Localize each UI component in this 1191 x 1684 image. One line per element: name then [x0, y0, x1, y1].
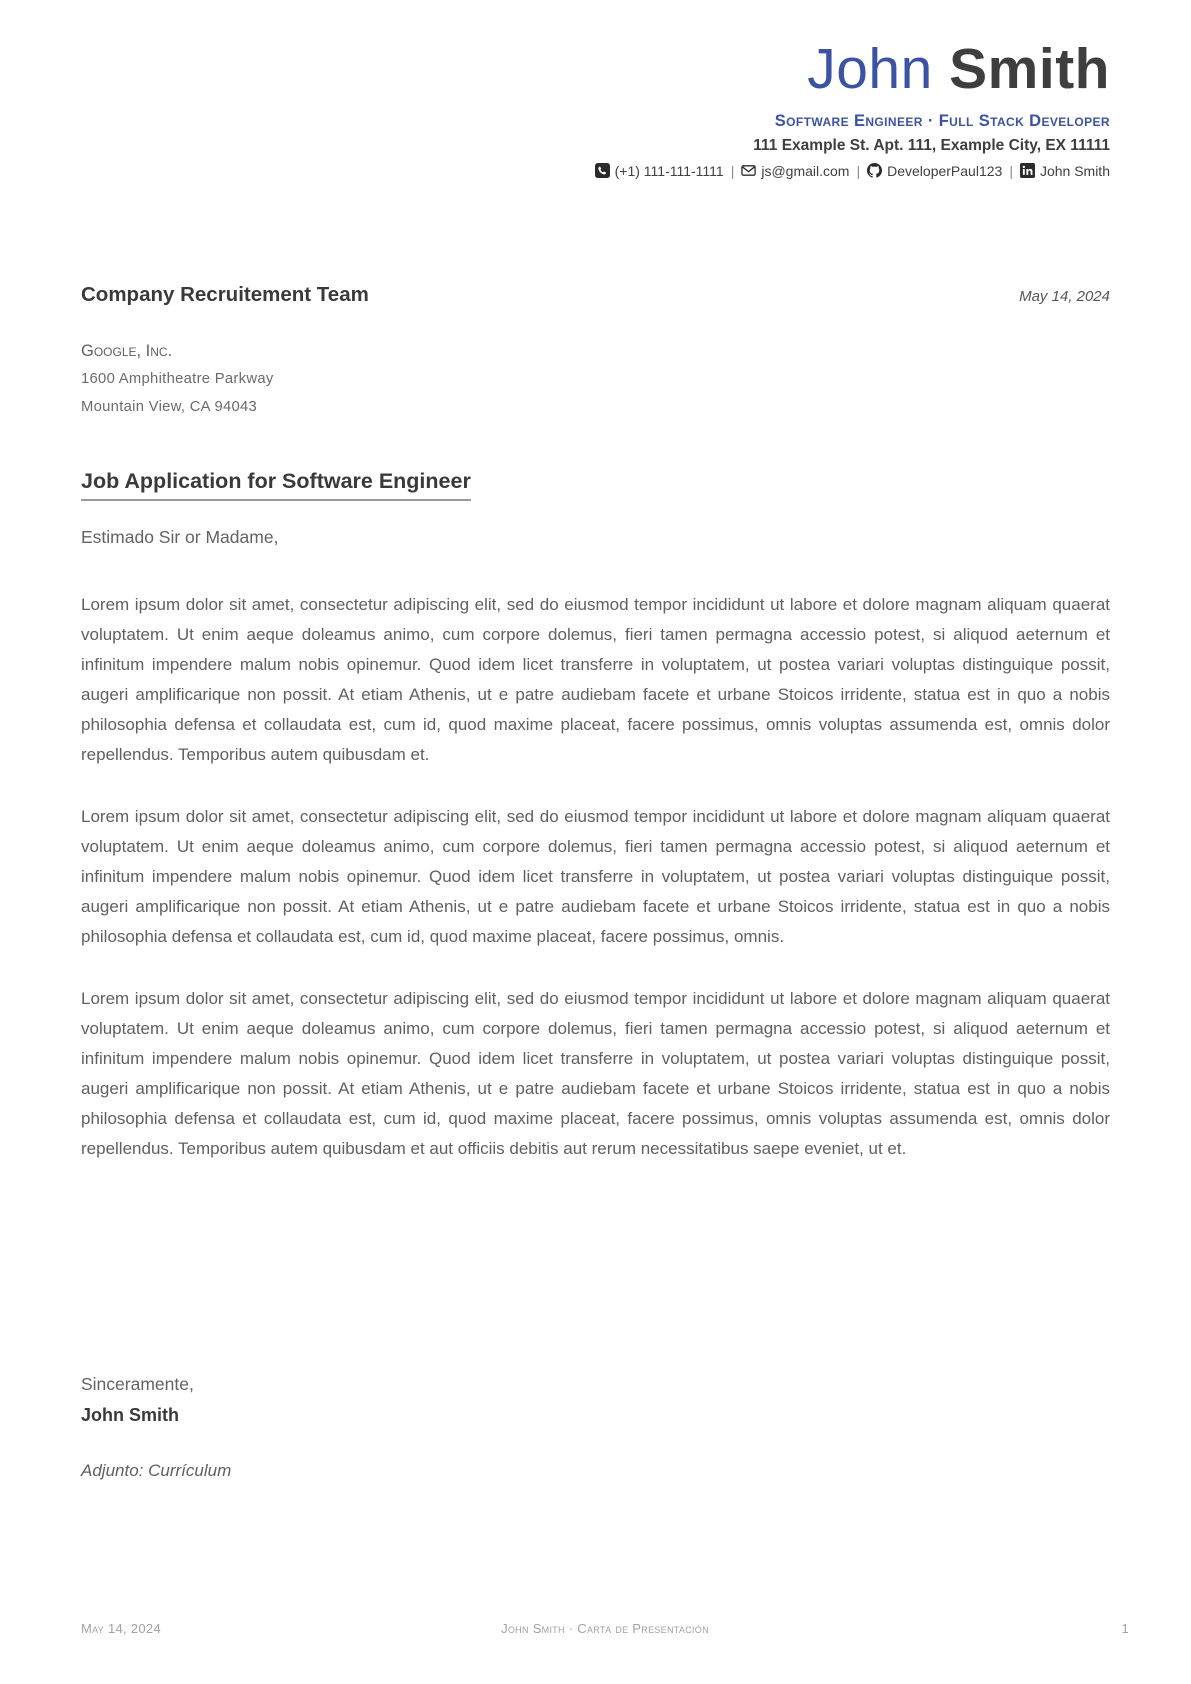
- sender-address: 111 Example St. Apt. 111, Example City, EX 11111: [753, 136, 1110, 154]
- letter-title: Job Application for Software Engineer: [81, 469, 471, 501]
- footer-page-number: 1: [1121, 1621, 1129, 1636]
- email-text: js@gmail.com: [761, 162, 850, 179]
- enclosure-note: Adjunto: Currículum: [81, 1460, 232, 1480]
- body-paragraph: Lorem ipsum dolor sit amet, consectetur adipiscing elit, sed do eiusmod tempor incididunt ut labore et dolore magnam aliquam quaerat voluptatem. Ut enim aeque doleamus animo, cum corpore dolemus, fieri tamen permagna accessio potest, si aliquod aeternum et infinitum impendere malum nobis opinemur. Quod idem licet transferre in voluptatem, ut postea variari voluptas distinguique possit, augeri amplificarique non possit. At etiam Athenis, ut e patre audiebam facete et urbane Stoicos irridente, statua est in quo a nobis philosophia defensa et collaudata est, cum id, quod maxime placeat, facere possimus, omnis voluptas assumenda est, omnis dolor repellendus. Temporibus autem quibusdam et.: [81, 594, 1110, 764]
- contact-separator: |: [856, 162, 861, 179]
- email-contact[interactable]: [741, 163, 849, 179]
- recipient-name: Company Recruitement Team: [81, 282, 369, 306]
- body-paragraph: Lorem ipsum dolor sit amet, consectetur adipiscing elit, sed do eiusmod tempor incididunt ut labore et dolore magnam aliquam quaerat voluptatem. Ut enim aeque doleamus animo, cum corpore dolemus, fieri tamen permagna accessio potest, si aliquod aeternum et infinitum impendere malum nobis opinemur. Quod idem licet transferre in voluptatem, ut postea variari voluptas distinguique possit, augeri amplificarique non possit. At etiam Athenis, ut e patre audiebam facete et urbane Stoicos irridente, statua est in quo a nobis philosophia defensa et collaudata est, cum id, quod maxime placeat, facere possimus, omnis.: [81, 806, 1110, 946]
- person-name: [81, 37, 1110, 101]
- closing-phrase: Sinceramente,: [81, 1373, 194, 1394]
- letter-header: [81, 37, 1110, 179]
- github-icon: [867, 163, 882, 178]
- github-text: DeveloperPaul123: [887, 162, 1003, 179]
- contact-line: [81, 163, 1110, 179]
- contact-separator: |: [1009, 162, 1013, 179]
- body-paragraph: Lorem ipsum dolor sit amet, consectetur adipiscing elit, sed do eiusmod tempor incididunt ut labore et dolore magnam aliquam quaerat voluptatem. Ut enim aeque doleamus animo, cum corpore dolemus, fieri tamen permagna accessio potest, si aliquod aeternum et infinitum impendere malum nobis opinemur. Quod idem licet transferre in voluptatem, ut postea variari voluptas distinguique possit, augeri amplificarique non possit. At etiam Athenis, ut e patre audiebam facete et urbane Stoicos irridente, statua est in quo a nobis philosophia defensa et collaudata est, cum id, quod maxime placeat, facere possimus, omnis voluptas assumenda est, omnis dolor repellendus. Temporibus autem quibusdam et aut officiis debitis aut rerum necessitatibus saepe eveniet, ut et.: [81, 988, 1110, 1158]
- letter-date: May 14, 2024: [1019, 287, 1110, 305]
- signature-name: John Smith: [81, 1404, 179, 1425]
- first-name: John: [807, 37, 933, 101]
- recipient-row: [81, 283, 1110, 307]
- page-footer: [81, 1621, 1129, 1636]
- footer-date: May 14, 2024: [81, 1621, 161, 1636]
- last-name: Smith: [949, 37, 1110, 101]
- closing-block: [81, 1369, 1110, 1431]
- phone-text: (+1) 111-111-1111: [614, 162, 724, 179]
- phone-icon: [595, 163, 610, 178]
- linkedin-text: John Smith: [1039, 162, 1110, 179]
- phone-contact[interactable]: [595, 163, 724, 179]
- linkedin-contact[interactable]: [1020, 163, 1110, 179]
- contact-separator: |: [730, 162, 735, 179]
- position-subtitle: Software Engineer · Full Stack Developer: [774, 111, 1110, 130]
- recipient-address-line: 1600 Amphitheatre Parkway: [81, 370, 274, 387]
- linkedin-icon: [1020, 163, 1035, 178]
- github-contact[interactable]: [867, 163, 1002, 179]
- envelope-icon: [741, 163, 756, 178]
- recipient-address-line: Mountain View, CA 94043: [81, 398, 258, 415]
- footer-title: John Smith · Carta de Presentación: [501, 1621, 709, 1636]
- recipient-company: Google, Inc.: [81, 341, 173, 360]
- salutation: Estimado Sir or Madame,: [81, 526, 279, 547]
